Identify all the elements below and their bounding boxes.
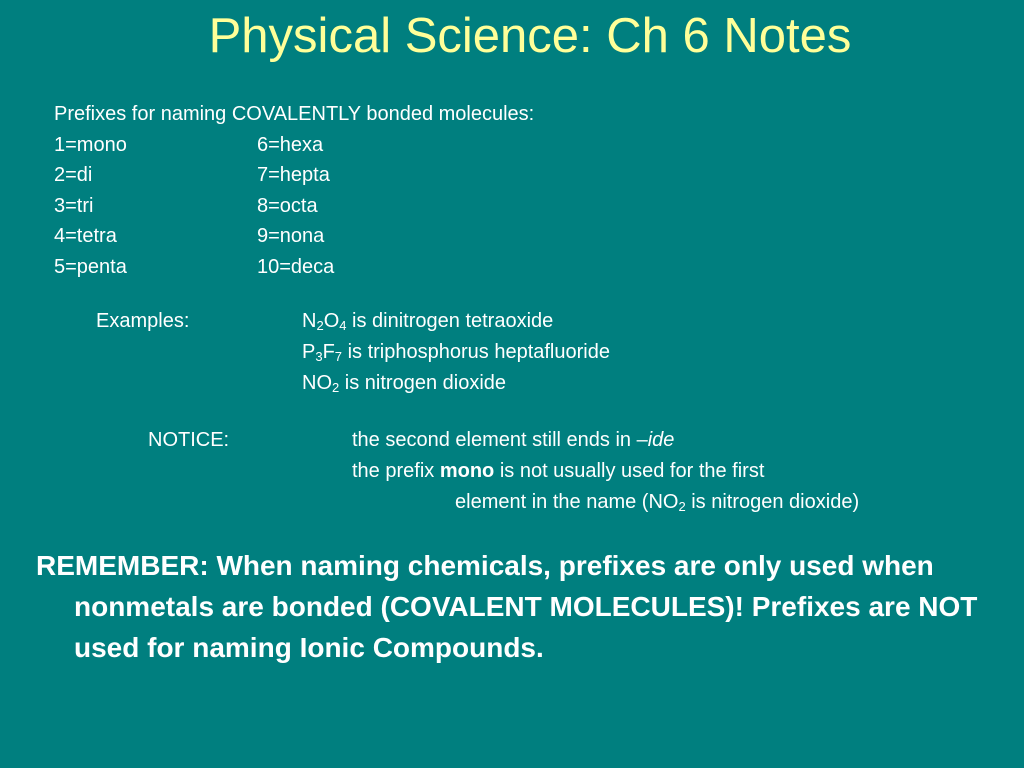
notice-mono: mono xyxy=(439,460,495,482)
formula-subscript: 7 xyxy=(334,349,343,364)
example-text xyxy=(302,337,610,368)
prefix-item: 8=octa xyxy=(257,194,318,217)
examples-label: Examples: xyxy=(96,310,190,332)
formula-subscript: 2 xyxy=(332,380,340,395)
prefix-row xyxy=(54,191,534,222)
prefix-list xyxy=(54,99,534,282)
notice-line1: the second element still ends in – xyxy=(352,429,648,451)
prefix-row xyxy=(54,221,534,252)
formula-part: P xyxy=(302,341,316,363)
notice-text xyxy=(455,487,859,518)
notice-text xyxy=(352,425,674,456)
prefix-item: 4=tetra xyxy=(54,225,117,247)
formula-part: O xyxy=(323,310,340,332)
formula-subscript: 3 xyxy=(315,349,323,364)
notice-line3-start: element in the name (NO xyxy=(455,491,679,513)
formula-subscript: 2 xyxy=(316,318,324,333)
notice-line3-end: is nitrogen dioxide) xyxy=(685,491,860,513)
formula-subscript: 2 xyxy=(678,499,686,514)
example-description: is dinitrogen tetraoxide xyxy=(346,310,554,332)
prefix-item: 5=penta xyxy=(54,255,127,278)
example-text xyxy=(302,306,553,337)
remember-note: REMEMBER: When naming chemicals, prefixes are only used when nonmetals are bonded (COVALENT MOLECULES)! Prefixes are NOT used for naming Ionic Compounds. xyxy=(36,550,978,663)
prefix-item: 2=di xyxy=(54,164,93,186)
prefix-item: 7=hepta xyxy=(257,164,330,186)
formula-part: N xyxy=(302,310,317,332)
prefix-item: 3=tri xyxy=(54,194,94,217)
slide-title: Physical Science: Ch 6 Notes xyxy=(208,9,852,63)
notice-line2-start: the prefix xyxy=(352,460,440,482)
prefix-heading: Prefixes for naming COVALENTLY bonded molecules: xyxy=(54,103,535,125)
prefix-item: 6=hexa xyxy=(257,133,324,156)
prefix-row xyxy=(54,130,534,161)
notice-suffix: ide xyxy=(647,429,675,451)
formula-part: F xyxy=(322,341,335,363)
notice-line2-end: is not usually used for the first xyxy=(494,460,765,482)
example-description: is nitrogen dioxide xyxy=(339,372,507,394)
notice-label: NOTICE: xyxy=(148,429,230,451)
example-description: is triphosphorus heptafluoride xyxy=(342,341,610,363)
example-text xyxy=(302,368,506,399)
prefix-item: 10=deca xyxy=(257,255,335,278)
formula-subscript: 4 xyxy=(339,318,347,333)
prefix-row xyxy=(54,252,534,283)
notice-text xyxy=(352,456,764,487)
prefix-row xyxy=(54,160,534,191)
prefix-item: 1=mono xyxy=(54,133,127,156)
prefix-item: 9=nona xyxy=(257,225,325,247)
formula-part: NO xyxy=(302,372,332,394)
